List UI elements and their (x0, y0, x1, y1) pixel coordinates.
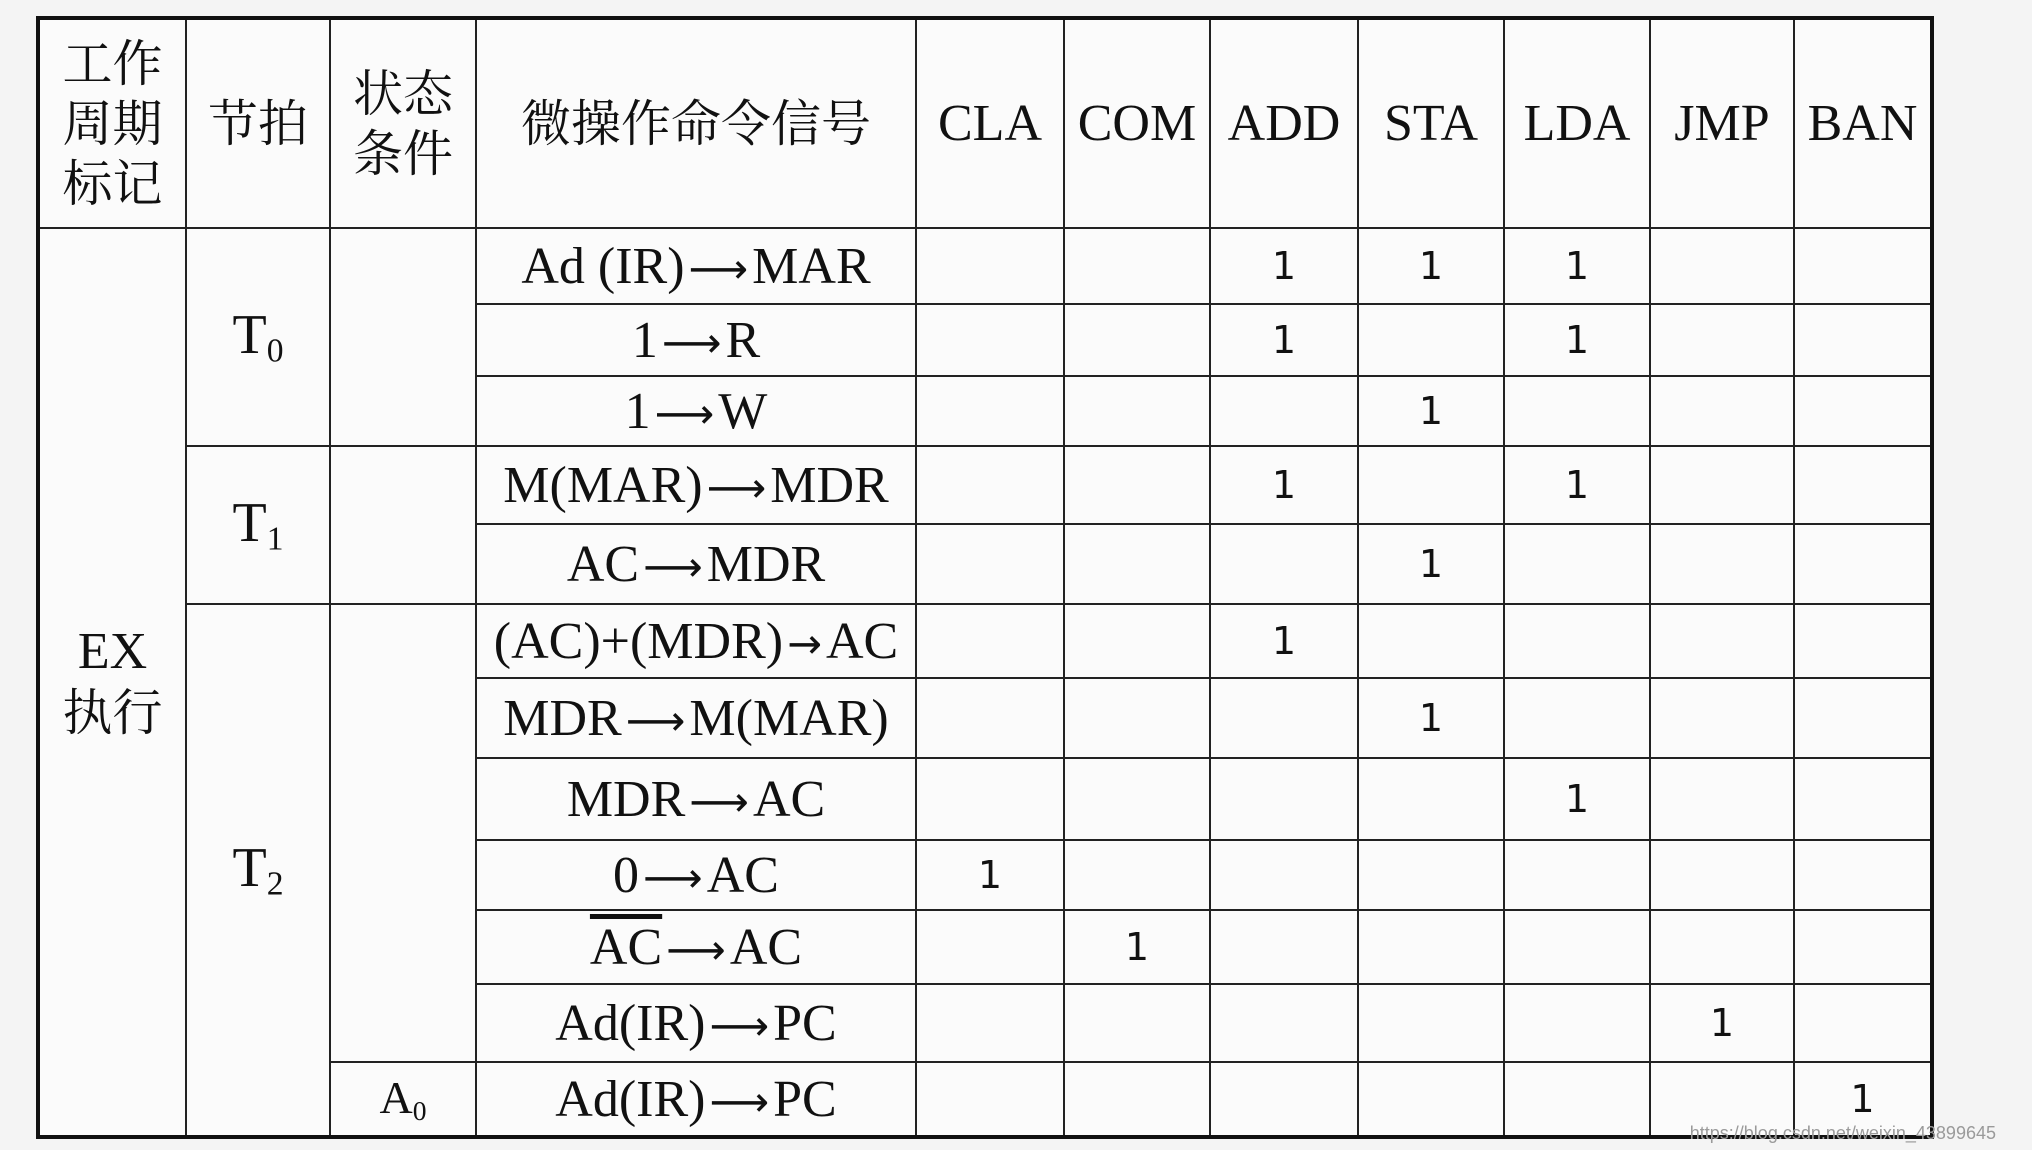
cond-a0 (330, 1062, 476, 1137)
signal-cell (476, 376, 916, 446)
signal-cell (476, 1062, 916, 1137)
beat-t1 (186, 446, 330, 604)
value-cell-sta: 1 (1358, 524, 1504, 604)
header-row (38, 18, 1932, 228)
value-cell-cla (916, 984, 1064, 1062)
value-cell-cla (916, 304, 1064, 376)
value-cell-add (1210, 1062, 1358, 1137)
value-cell-com (1064, 984, 1210, 1062)
value-cell-cla (916, 678, 1064, 758)
value-cell-ban (1794, 604, 1932, 678)
signal-dest: PC (773, 994, 837, 1052)
value-cell-sta (1358, 758, 1504, 840)
beat-t0-base: T (232, 304, 267, 367)
header-cla: CLA (916, 18, 1064, 228)
table-body (38, 228, 1932, 1137)
value-cell-ban (1794, 984, 1932, 1062)
header-ban: BAN (1794, 18, 1932, 228)
beat-t1-sub: 1 (266, 520, 284, 558)
value-cell-jmp (1650, 446, 1794, 524)
micro-op-table (36, 16, 1934, 1139)
signal-dest: AC (752, 770, 826, 828)
arrow-icon: ⟶ (709, 1000, 770, 1050)
signal-cell (476, 446, 916, 524)
value-cell-add (1210, 910, 1358, 984)
cond-t2 (330, 604, 476, 1062)
arrow-icon: ⟶ (706, 462, 767, 512)
value-cell-com (1064, 446, 1210, 524)
value-cell-sta (1358, 446, 1504, 524)
arrow-icon: ⟶ (709, 1076, 770, 1126)
cond-a0-sub: 0 (412, 1094, 427, 1126)
value-cell-com (1064, 678, 1210, 758)
value-cell-jmp (1650, 604, 1794, 678)
signal-source: (AC)+(MDR) (493, 612, 784, 670)
cond-t0 (330, 228, 476, 446)
value-cell-jmp (1650, 376, 1794, 446)
value-cell-com: 1 (1064, 910, 1210, 984)
signal-source: AC (566, 535, 640, 593)
value-cell-lda (1504, 678, 1650, 758)
signal-cell (476, 678, 916, 758)
signal-dest: AC (706, 846, 779, 904)
header-signal: 微操作命令信号 (476, 18, 916, 228)
signal-cell (476, 910, 916, 984)
signal-source: 0 (613, 846, 640, 904)
value-cell-sta (1358, 840, 1504, 910)
value-cell-lda (1504, 376, 1650, 446)
signal-source: Ad(IR) (555, 1070, 706, 1128)
value-cell-jmp (1650, 228, 1794, 304)
value-cell-jmp (1650, 678, 1794, 758)
value-cell-cla (916, 376, 1064, 446)
value-cell-add (1210, 376, 1358, 446)
value-cell-add: 1 (1210, 604, 1358, 678)
arrow-icon: ⟶ (643, 541, 703, 591)
signal-cell (476, 228, 916, 304)
value-cell-jmp (1650, 758, 1794, 840)
value-cell-add (1210, 984, 1358, 1062)
value-cell-com (1064, 524, 1210, 604)
value-cell-ban (1794, 376, 1932, 446)
value-cell-cla (916, 228, 1064, 304)
value-cell-com (1064, 758, 1210, 840)
signal-cell (476, 758, 916, 840)
period-en: EX (77, 622, 148, 680)
value-cell-ban (1794, 758, 1932, 840)
arrow-icon: ⟶ (654, 388, 715, 438)
signal-source: M(MAR) (503, 456, 703, 514)
table-container (36, 16, 1930, 1133)
value-cell-sta (1358, 1062, 1504, 1137)
value-cell-com (1064, 228, 1210, 304)
value-cell-cla (916, 1062, 1064, 1137)
signal-dest: MDR (770, 456, 889, 514)
value-cell-sta (1358, 304, 1504, 376)
signal-cell (476, 840, 916, 910)
signal-source: $\overline{AC}$ (589, 918, 663, 976)
header-beat: 节拍 (186, 18, 330, 228)
value-cell-jmp: 1 (1650, 984, 1794, 1062)
signal-dest: MAR (752, 237, 871, 295)
arrow-icon: ⟶ (689, 776, 749, 826)
value-cell-cla (916, 758, 1064, 840)
beat-t2 (186, 604, 330, 1137)
signal-dest: AC (729, 918, 803, 976)
value-cell-cla (916, 524, 1064, 604)
value-cell-sta: 1 (1358, 228, 1504, 304)
value-cell-lda: 1 (1504, 304, 1650, 376)
arrow-icon: ⟶ (666, 924, 726, 974)
signal-cell (476, 604, 916, 678)
value-cell-ban (1794, 446, 1932, 524)
signal-source: 1 (631, 311, 658, 369)
header-period: 工作周期标记 (38, 18, 186, 228)
value-cell-add (1210, 758, 1358, 840)
value-cell-sta (1358, 604, 1504, 678)
signal-cell (476, 304, 916, 376)
value-cell-lda (1504, 524, 1650, 604)
value-cell-lda: 1 (1504, 228, 1650, 304)
value-cell-ban (1794, 910, 1932, 984)
value-cell-lda (1504, 840, 1650, 910)
header-lda: LDA (1504, 18, 1650, 228)
signal-source: Ad(IR) (555, 994, 706, 1052)
signal-dest: M(MAR) (689, 689, 889, 747)
beat-t1-base: T (232, 492, 267, 555)
value-cell-com (1064, 604, 1210, 678)
signal-dest: W (718, 382, 768, 440)
beat-t2-sub: 2 (266, 865, 284, 903)
value-cell-lda (1504, 984, 1650, 1062)
arrow-icon: ⟶ (688, 243, 749, 293)
value-cell-cla: 1 (916, 840, 1064, 910)
signal-source: 1 (624, 382, 651, 440)
value-cell-sta: 1 (1358, 678, 1504, 758)
arrow-icon: ⟶ (643, 852, 703, 902)
beat-t2-base: T (232, 837, 267, 900)
header-cond: 状态条件 (330, 18, 476, 228)
value-cell-cla (916, 446, 1064, 524)
header-jmp: JMP (1650, 18, 1794, 228)
value-cell-com (1064, 376, 1210, 446)
arrow-icon: ⟶ (625, 695, 686, 745)
value-cell-jmp (1650, 840, 1794, 910)
arrow-icon: → (787, 618, 822, 668)
signal-dest: PC (773, 1070, 837, 1128)
value-cell-lda (1504, 910, 1650, 984)
value-cell-com (1064, 840, 1210, 910)
value-cell-sta (1358, 984, 1504, 1062)
value-cell-add (1210, 840, 1358, 910)
signal-cell (476, 984, 916, 1062)
signal-dest: R (725, 311, 761, 369)
value-cell-add: 1 (1210, 446, 1358, 524)
value-cell-ban (1794, 840, 1932, 910)
signal-cell (476, 524, 916, 604)
signal-dest: MDR (706, 535, 826, 593)
value-cell-sta (1358, 910, 1504, 984)
value-cell-add: 1 (1210, 304, 1358, 376)
beat-t0-sub: 0 (266, 332, 284, 370)
signal-source: Ad (IR) (521, 237, 685, 295)
cond-a0-base: A (379, 1072, 413, 1124)
cond-t1 (330, 446, 476, 604)
period-cell (38, 228, 186, 1137)
value-cell-ban (1794, 524, 1932, 604)
value-cell-cla (916, 604, 1064, 678)
value-cell-com (1064, 1062, 1210, 1137)
value-cell-jmp (1650, 524, 1794, 604)
value-cell-jmp (1650, 910, 1794, 984)
value-cell-sta: 1 (1358, 376, 1504, 446)
value-cell-lda (1504, 1062, 1650, 1137)
value-cell-ban (1794, 678, 1932, 758)
period-cn: 执行 (62, 684, 163, 743)
signal-source: MDR (566, 770, 686, 828)
header-add: ADD (1210, 18, 1358, 228)
value-cell-cla (916, 910, 1064, 984)
signal-dest: AC (825, 612, 899, 670)
value-cell-ban (1794, 228, 1932, 304)
signal-source: MDR (503, 689, 622, 747)
value-cell-add: 1 (1210, 228, 1358, 304)
arrow-icon: ⟶ (661, 317, 722, 367)
value-cell-lda: 1 (1504, 758, 1650, 840)
beat-t0 (186, 228, 330, 446)
value-cell-ban: 1 (1794, 1062, 1932, 1137)
value-cell-jmp (1650, 304, 1794, 376)
value-cell-lda (1504, 604, 1650, 678)
value-cell-ban (1794, 304, 1932, 376)
header-com: COM (1064, 18, 1210, 228)
value-cell-add (1210, 524, 1358, 604)
watermark: https://blog.csdn.net/weixin_43899645 (1689, 1123, 1996, 1143)
value-cell-com (1064, 304, 1210, 376)
value-cell-add (1210, 678, 1358, 758)
header-sta: STA (1358, 18, 1504, 228)
value-cell-lda: 1 (1504, 446, 1650, 524)
